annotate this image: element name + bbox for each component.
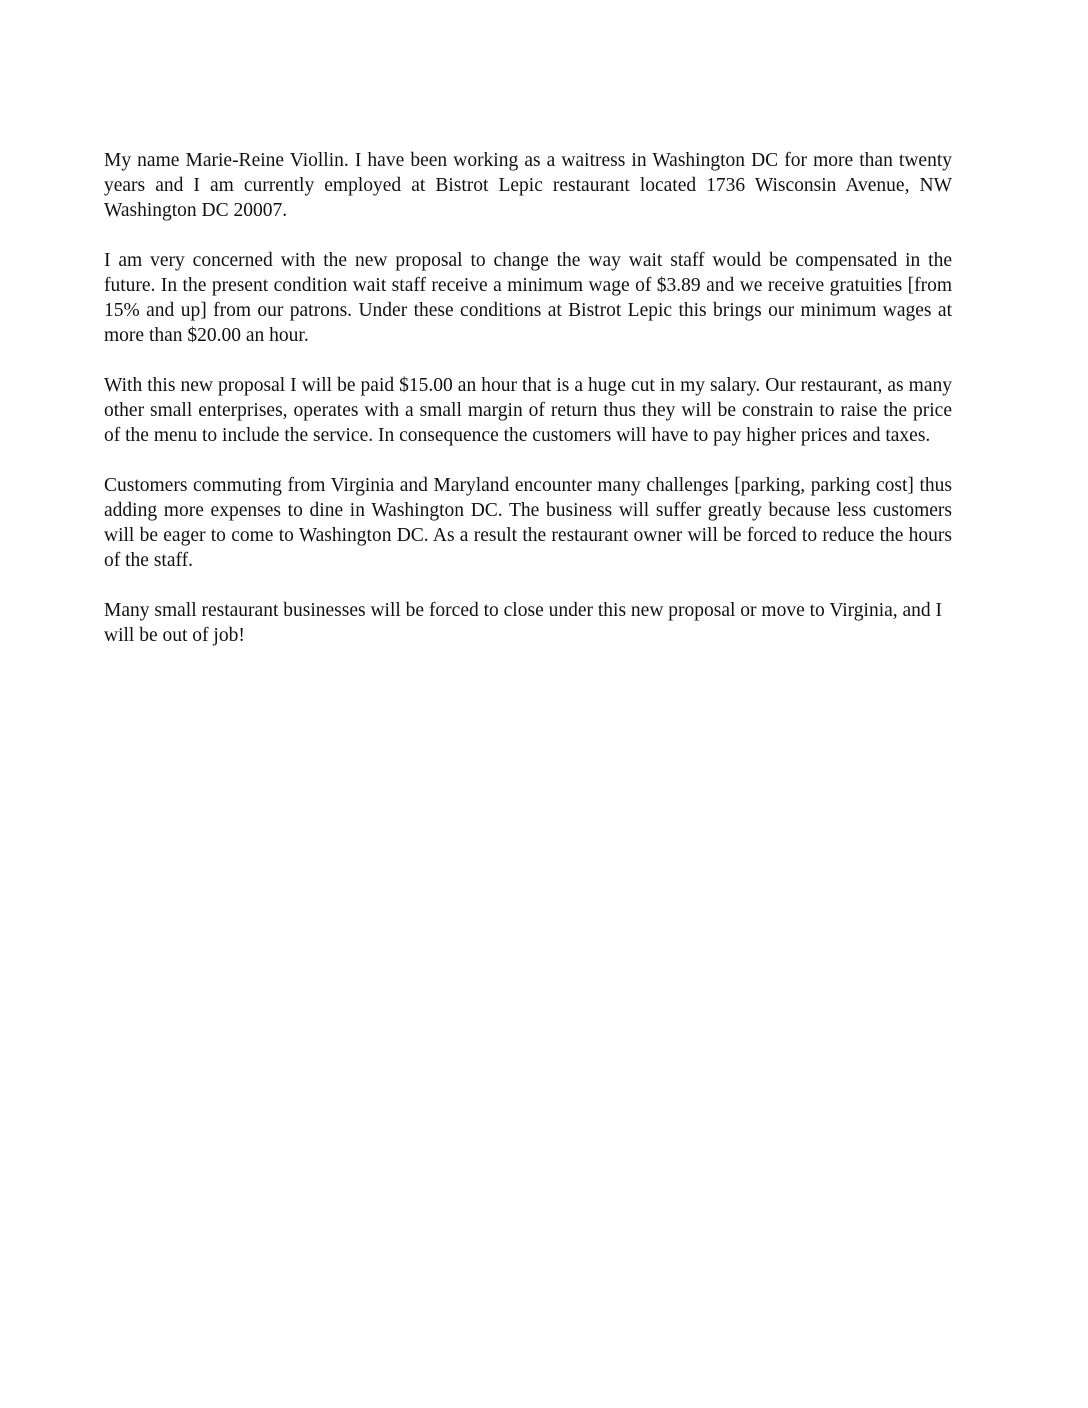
paragraph-salary-impact: With this new proposal I will be paid $15.00 an hour that is a huge cut in my salary. Our restaurant, as many other small enterprises, operates with a small margin of return thus they will be constrain to raise the price of the menu to include the service. In consequence the customers will have to pay higher prices and taxes. bbox=[104, 375, 952, 446]
letter-body bbox=[104, 148, 952, 673]
paragraph-introduction: My name Marie-Reine Viollin. I have been working as a waitress in Washington DC for more than twenty years and I am currently employed at Bistrot Lepic restaurant located 1736 Wisconsin Avenue, NW Washington DC 20007. bbox=[104, 150, 952, 221]
paragraph-concern: I am very concerned with the new proposal to change the way wait staff would be compensated in the future. In the present condition wait staff receive a minimum wage of $3.89 and we receive gratuities [from 15% and up] from our patrons. Under these conditions at Bistrot Lepic this brings our minimum wages at more than $20.00 an hour. bbox=[104, 250, 952, 346]
paragraph-conclusion: Many small restaurant businesses will be forced to close under this new proposal or move to Virginia, and I will be out of job! bbox=[104, 600, 943, 646]
paragraph-customer-impact: Customers commuting from Virginia and Maryland encounter many challenges [parking, parking cost] thus adding more expenses to dine in Washington DC. The business will suffer greatly because less customers will be eager to come to Washington DC. As a result the restaurant owner will be forced to reduce the hours of the staff. bbox=[104, 475, 952, 571]
